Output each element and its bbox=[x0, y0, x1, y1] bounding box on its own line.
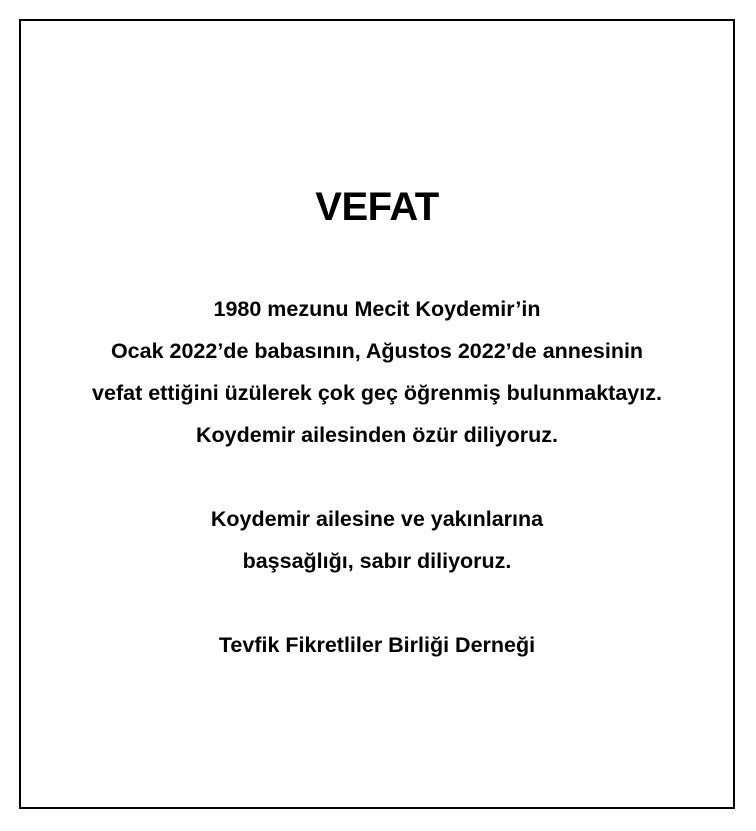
paragraph-line: 1980 mezunu Mecit Koydemir’in bbox=[213, 297, 541, 321]
notice-paragraph-condolence-apology bbox=[21, 288, 733, 456]
paragraph-line: Koydemir ailesine ve yakınlarına bbox=[210, 507, 544, 531]
notice-title: VEFAT bbox=[315, 185, 439, 229]
paragraph-line: vefat ettiğini üzülerek çok geç öğrenmiş bulunmaktayız. bbox=[92, 381, 662, 405]
paragraph-line: başsağlığı, sabır diliyoruz. bbox=[242, 549, 512, 573]
notice-signature: Tevfik Fikretliler Birliği Derneği bbox=[218, 633, 536, 657]
paragraph-line: Koydemir ailesinden özür diliyoruz. bbox=[196, 423, 558, 447]
paragraph-line: Ocak 2022’de babasının, Ağustos 2022’de annesinin bbox=[110, 339, 644, 363]
notice-paragraph-condolences bbox=[21, 498, 733, 582]
notice-content bbox=[21, 183, 733, 666]
notice-frame bbox=[19, 19, 735, 809]
